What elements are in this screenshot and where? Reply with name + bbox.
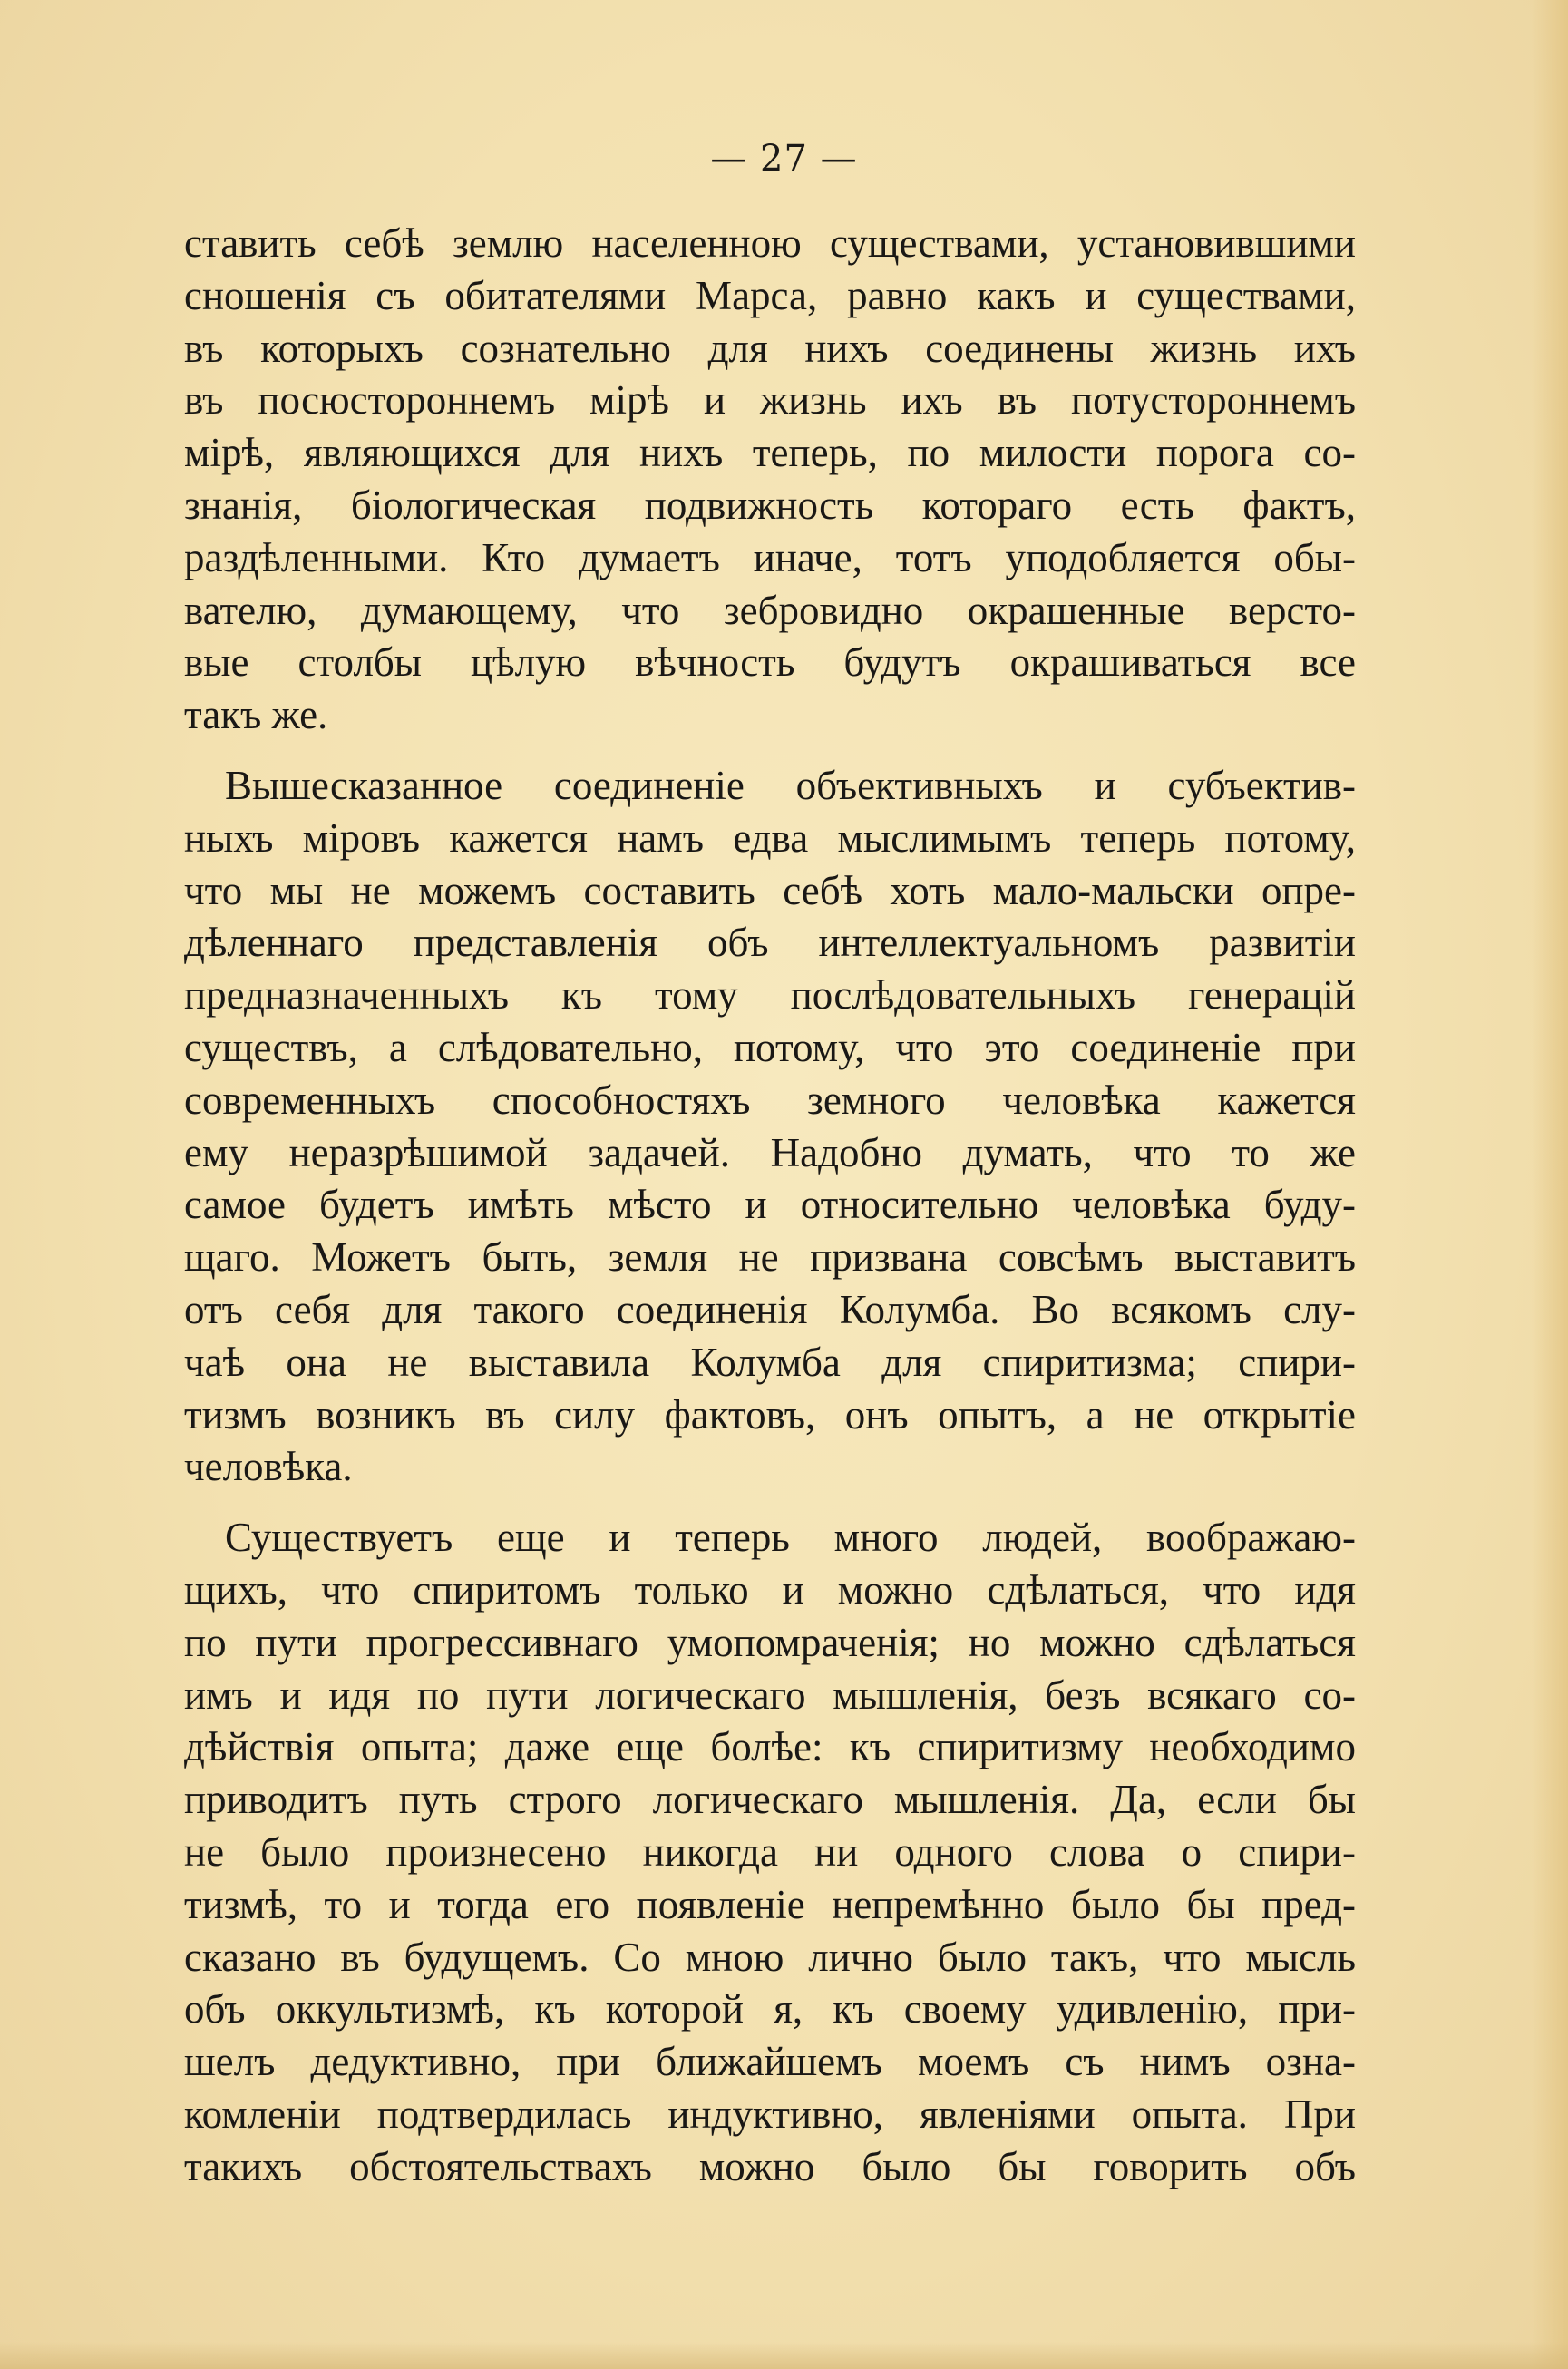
text-line: что мы не можемъ составить себѣ хоть мало-мальски опре- — [184, 867, 1356, 913]
text-line: объ оккультизмѣ, къ которой я, къ своему удивленію, при- — [184, 1986, 1356, 2033]
text-line: по пути прогрессивнаго умопомраченія; но можно сдѣлаться — [184, 1619, 1356, 1665]
text-line: не было произнесено никогда ни одного слова о спири- — [184, 1828, 1356, 1875]
text-line: тизмъ возникъ въ силу фактовъ, онъ опытъ, а не открытіе — [184, 1391, 1356, 1438]
text-line: вые столбы цѣлую вѣчность будутъ окрашиваться все — [184, 639, 1356, 686]
text-line: человѣка. — [184, 1444, 353, 1490]
text-line: сношенія съ обитателями Марса, равно какъ и существами, — [184, 272, 1356, 318]
text-line: самое будетъ имѣть мѣсто и относительно человѣка буду- — [184, 1182, 1356, 1228]
page-number: — 27 — — [710, 138, 858, 180]
page-edge-shadow-right — [1532, 0, 1568, 2369]
text-line: предназначенныхъ къ тому послѣдовательныхъ генерацій — [184, 972, 1356, 1019]
text-line: существъ, а слѣдовательно, потому, что это соединеніе при — [184, 1024, 1356, 1070]
text-line: имъ и идя по пути логическаго мышленія, безъ всякаго со- — [184, 1672, 1356, 1718]
text-line: сказано въ будущемъ. Со мною лично было такъ, что мысль — [184, 1934, 1356, 1980]
text-line: Вышесказанное соединеніе объективныхъ и субъектив- — [225, 762, 1356, 808]
page-edge-shadow-bottom — [0, 2342, 1568, 2369]
text-line: комленіи подтвердилась индуктивно, явленіями опыта. При — [184, 2091, 1356, 2137]
text-line: шелъ дедуктивно, при ближайшемъ моемъ съ нимъ озна- — [184, 2039, 1356, 2085]
text-line: чаѣ она не выставила Колумба для спиритизма; спири- — [184, 1339, 1356, 1385]
text-line: въ посюстороннемъ мірѣ и жизнь ихъ въ потустороннемъ — [184, 377, 1356, 424]
text-line: вателю, думающему, что зебровидно окрашенные версто- — [184, 587, 1356, 633]
text-line: отъ себя для такого соединенія Колумба. Во всякомъ слу- — [184, 1286, 1356, 1332]
text-line: такихъ обстоятельствахъ можно было бы говорить объ — [184, 2143, 1356, 2189]
text-line: ныхъ міровъ кажется намъ едва мыслимымъ теперь потому, — [184, 814, 1356, 861]
text-line: современныхъ способностяхъ земного человѣка кажется — [184, 1077, 1356, 1123]
text-line: Существуетъ еще и теперь много людей, воображаю- — [225, 1515, 1356, 1561]
text-line: тизмѣ, то и тогда его появленіе непремѣнно было бы пред- — [184, 1881, 1356, 1927]
paragraph-2 — [184, 760, 1356, 1494]
text-line: раздѣленными. Кто думаетъ иначе, тотъ уподобляется обы- — [184, 534, 1356, 580]
text-line: дѣленнаго представленія объ интеллектуальномъ развитіи — [184, 920, 1356, 966]
text-line: щаго. Можетъ быть, земля не призвана совсѣмъ выставитъ — [184, 1234, 1356, 1281]
text-line: дѣйствія опыта; даже еще болѣе: къ спиритизму необходимо — [184, 1724, 1356, 1770]
text-line: такъ же. — [184, 692, 328, 738]
text-line: мірѣ, являющихся для нихъ теперь, по милости порога со- — [184, 430, 1356, 476]
text-line: ставить себѣ землю населенною существами, установившими — [184, 220, 1356, 266]
text-line: щихъ, что спиритомъ только и можно сдѣлаться, что идя — [184, 1566, 1356, 1613]
text-line: ему неразрѣшимой задачей. Надобно думать, что то же — [184, 1129, 1356, 1175]
text-line: въ которыхъ сознательно для нихъ соединены жизнь ихъ — [184, 325, 1356, 371]
body-text — [184, 218, 1356, 2211]
text-line: приводитъ путь строго логическаго мышленія. Да, если бы — [184, 1777, 1356, 1823]
paragraph-1 — [184, 218, 1356, 742]
text-line: знанія, біологическая подвижность котораго есть фактъ, — [184, 482, 1356, 528]
paragraph-3 — [184, 1512, 1356, 2193]
